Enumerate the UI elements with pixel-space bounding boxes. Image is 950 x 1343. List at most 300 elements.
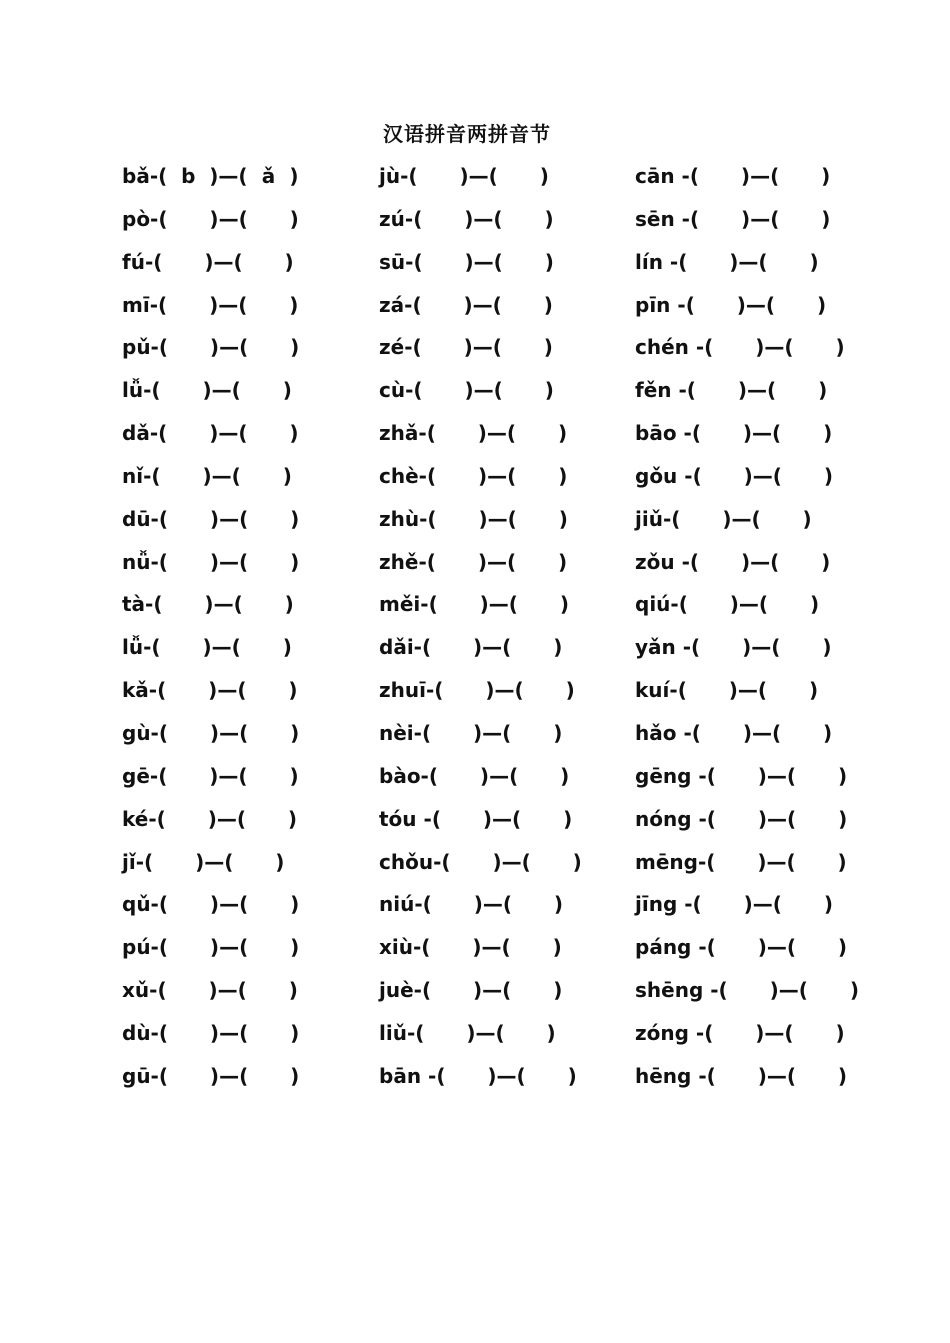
syllable-label: shēng -	[635, 978, 719, 1003]
exercise-item	[635, 718, 885, 748]
open-paren: (	[436, 1063, 453, 1088]
syllable-label: mēng-	[635, 849, 707, 874]
exercise-item	[379, 589, 629, 619]
exercise-row	[0, 1055, 950, 1098]
close-paren: )	[814, 206, 831, 231]
dash-separator: )—(	[736, 463, 789, 488]
open-paren: (	[157, 678, 174, 703]
open-paren: (	[158, 1020, 175, 1045]
close-paren: )	[803, 592, 820, 617]
exercise-item	[635, 375, 885, 405]
open-paren: (	[158, 935, 175, 960]
exercise-item	[379, 847, 629, 877]
exercise-row	[0, 412, 950, 455]
exercise-item	[379, 547, 629, 577]
syllable-label: lǚ-	[122, 635, 152, 660]
open-paren: (	[428, 592, 445, 617]
syllable-label: chè-	[379, 463, 427, 488]
exercise-row	[0, 583, 950, 626]
syllable-label: zóng -	[635, 1020, 705, 1045]
syllable-label: gē-	[122, 763, 159, 788]
exercise-row	[0, 755, 950, 798]
dash-separator: )—(	[471, 506, 524, 531]
syllable-label: gǒu -	[635, 463, 693, 488]
close-paren: )	[546, 978, 563, 1003]
dash-separator: )—(	[750, 1063, 803, 1088]
syllable-label: jiǔ-	[635, 506, 672, 531]
syllable-label: bān -	[379, 1063, 437, 1088]
exercise-row	[0, 498, 950, 541]
dash-separator: )—(	[736, 892, 789, 917]
dash-separator: )—(	[465, 935, 518, 960]
syllable-label: hǎo -	[635, 720, 692, 745]
close-paren: )	[282, 292, 299, 317]
syllable-label: dǎi-	[379, 635, 422, 660]
open-paren: (	[413, 378, 430, 403]
dash-separator: )—(	[471, 463, 524, 488]
dash-separator: )—(	[202, 892, 256, 917]
close-paren: )	[281, 978, 298, 1003]
dash-separator: )—(	[722, 592, 776, 617]
open-paren: (	[692, 463, 709, 488]
exercise-item	[379, 504, 629, 534]
exercise-item	[122, 332, 372, 362]
close-paren: )	[536, 335, 553, 360]
dash-separator: )—(	[734, 206, 787, 231]
syllable-label: zhù-	[379, 506, 428, 531]
syllable-label: bào-	[379, 763, 429, 788]
syllable-label: zhuī-	[379, 678, 435, 703]
exercise-item	[122, 247, 372, 277]
syllable-label: liǔ-	[379, 1020, 416, 1045]
dash-separator: )—(	[470, 421, 524, 446]
dash-separator: )—(	[715, 506, 768, 531]
dash-separator: )—(	[750, 806, 804, 831]
exercise-item	[122, 547, 372, 577]
dash-separator: )—(	[735, 421, 789, 446]
syllable-label: xiù-	[379, 935, 422, 960]
page-title: 汉语拼音两拼音节	[383, 122, 551, 146]
open-paren: (	[153, 249, 170, 274]
close-paren: )	[283, 335, 300, 360]
exercise-item	[122, 461, 372, 491]
syllable-label: pú-	[122, 935, 159, 960]
syllable-label: dù-	[122, 1020, 159, 1045]
exercise-item	[122, 204, 372, 234]
exercise-item	[635, 547, 885, 577]
syllable-label: dǎ-	[122, 421, 159, 446]
open-paren: (	[718, 978, 735, 1003]
exercise-item	[122, 761, 372, 791]
close-paren: )	[546, 635, 563, 660]
exercise-item	[635, 804, 885, 834]
dash-separator: )—(	[472, 592, 525, 617]
open-paren: (	[706, 806, 723, 831]
dash-separator: )—(	[457, 378, 510, 403]
dash-separator: )—(	[475, 806, 529, 831]
syllable-label: chǒu-	[379, 849, 442, 874]
exercise-item	[635, 418, 885, 448]
dash-separator: )—(	[466, 720, 519, 745]
exercise-item	[122, 718, 372, 748]
exercise-item	[122, 932, 372, 962]
dash-separator: )—(	[459, 1020, 512, 1045]
exercise-item	[122, 290, 372, 320]
syllable-label: nóng -	[635, 806, 707, 831]
exercise-row	[0, 712, 950, 755]
open-paren: (	[689, 206, 707, 231]
exercise-item	[122, 847, 372, 877]
exercise-item	[379, 761, 629, 791]
exercise-item	[379, 804, 629, 834]
open-paren: (	[704, 335, 721, 360]
open-paren: (	[426, 549, 443, 574]
open-paren: (	[426, 421, 443, 446]
close-paren: )	[537, 206, 554, 231]
exercise-row	[0, 241, 950, 284]
open-paren: (	[428, 763, 445, 788]
close-paren: )	[546, 720, 563, 745]
exercise-item	[122, 1018, 372, 1048]
close-paren: )	[536, 292, 553, 317]
dash-separator: )—(	[735, 720, 789, 745]
exercise-row	[0, 326, 950, 369]
exercise-item	[635, 247, 885, 277]
syllable-label: kuí-	[635, 678, 678, 703]
open-paren: (	[151, 378, 168, 403]
exercise-item	[379, 161, 629, 191]
dash-separator: )—(	[472, 763, 526, 788]
dash-separator: )—(	[466, 892, 519, 917]
close-paren: )	[553, 763, 570, 788]
dash-separator: )—(	[480, 1063, 533, 1088]
syllable-label: sēn -	[635, 206, 690, 231]
close-paren: )	[828, 1020, 845, 1045]
close-paren: )	[282, 421, 299, 446]
exercise-item	[635, 461, 885, 491]
open-paren: (	[158, 763, 175, 788]
final-answer-blank[interactable]: ǎ	[261, 164, 276, 188]
syllable-label: zú-	[379, 206, 414, 231]
open-paren: (	[158, 720, 175, 745]
exercise-item	[379, 889, 629, 919]
dash-separator: )—(	[202, 506, 256, 531]
close-paren: )	[551, 421, 568, 446]
close-paren: )	[828, 335, 845, 360]
exercise-row	[0, 455, 950, 498]
close-paren: )	[268, 849, 285, 874]
open-paren: (	[678, 249, 695, 274]
close-paren: )	[277, 249, 294, 274]
exercise-item	[379, 932, 629, 962]
dash-separator: )—(	[457, 206, 510, 231]
exercise-item	[635, 847, 885, 877]
dash-separator: )—(	[478, 678, 531, 703]
dash-separator: )—(	[730, 378, 784, 403]
close-paren: )	[558, 678, 575, 703]
syllable-label: bāo -	[635, 421, 692, 446]
syllable-label: zá-	[379, 292, 413, 317]
syllable-label: měi-	[379, 592, 429, 617]
open-paren: (	[158, 506, 175, 531]
close-paren: )	[280, 806, 298, 831]
dash-separator: )—(	[735, 635, 788, 660]
close-paren: )	[275, 378, 292, 403]
close-paren: )	[282, 763, 299, 788]
exercise-item	[635, 1061, 885, 1091]
syllable-label: jīng -	[635, 892, 693, 917]
dash-separator: )—(	[748, 335, 801, 360]
pinyin-exercise-grid	[0, 155, 950, 1098]
open-paren: (	[689, 164, 706, 188]
close-paren: )	[552, 592, 569, 617]
exercise-row	[0, 541, 950, 584]
syllable-label: fú-	[122, 249, 154, 274]
exercise-item	[379, 204, 629, 234]
syllable-label: zǒu -	[635, 549, 690, 574]
dash-separator: )—(	[200, 806, 253, 831]
exercise-item	[122, 418, 372, 448]
open-paren: (	[412, 335, 429, 360]
open-paren: (	[704, 1020, 721, 1045]
exercise-row	[0, 1012, 950, 1055]
exercise-item	[122, 975, 372, 1005]
syllable-label: yǎn -	[635, 635, 692, 660]
close-paren: )	[537, 249, 554, 274]
close-paren: )	[810, 292, 827, 317]
open-paren: (	[692, 892, 709, 917]
open-paren: (	[441, 849, 458, 874]
exercise-item	[379, 1018, 629, 1048]
open-paren: (	[678, 592, 695, 617]
close-paren: )	[814, 164, 831, 188]
dash-separator: )—(	[202, 421, 255, 446]
dash-separator: )—(	[201, 678, 254, 703]
dash-separator: )—(	[202, 335, 256, 360]
close-paren: )	[830, 849, 847, 874]
exercise-row	[0, 883, 950, 926]
syllable-label: gēng -	[635, 763, 707, 788]
close-paren: )	[546, 892, 564, 917]
syllable-label: tà-	[122, 592, 154, 617]
dash-separator: )—(	[466, 635, 519, 660]
exercise-item	[635, 632, 885, 662]
syllable-label: jǐ-	[122, 849, 145, 874]
open-paren: (	[706, 763, 723, 788]
close-paren: )	[802, 249, 819, 274]
open-paren: (	[413, 249, 430, 274]
open-paren: (	[421, 720, 439, 745]
exercise-item	[379, 375, 629, 405]
open-paren: (	[413, 206, 430, 231]
syllable-label: nèi-	[379, 720, 422, 745]
exercise-item	[635, 589, 885, 619]
open-paren: (	[415, 1020, 432, 1045]
open-paren: (	[144, 849, 161, 874]
close-paren: )	[551, 506, 568, 531]
exercise-item	[635, 1018, 885, 1048]
close-paren: )	[283, 506, 300, 531]
syllable-label: zé-	[379, 335, 413, 360]
exercise-item	[379, 290, 629, 320]
close-paren: )	[560, 1063, 577, 1088]
open-paren: (	[156, 806, 173, 831]
exercise-row	[0, 969, 950, 1012]
open-paren: (	[158, 292, 175, 317]
syllable-label: gū-	[122, 1063, 159, 1088]
syllable-label: pǔ-	[122, 335, 159, 360]
syllable-label: sū-	[379, 249, 414, 274]
open-paren: (	[686, 378, 703, 403]
exercise-item	[635, 161, 885, 191]
dash-separator: )—(	[195, 635, 248, 660]
exercise-item	[122, 632, 372, 662]
syllable-label: ké-	[122, 806, 157, 831]
exercise-item	[635, 504, 885, 534]
dash-separator: )—(	[202, 206, 255, 231]
dash-separator: )—(	[750, 935, 803, 960]
syllable-label: cù-	[379, 378, 414, 403]
syllable-label: mī-	[122, 292, 158, 317]
close-paren: )	[551, 549, 568, 574]
close-paren: )	[816, 720, 833, 745]
open-paren: (	[158, 549, 175, 574]
close-paren: )	[814, 549, 831, 574]
dash-separator: )—(	[485, 849, 538, 874]
dash-separator: )—(	[750, 763, 804, 788]
close-paren: )	[551, 463, 568, 488]
open-paren: (	[691, 635, 708, 660]
exercise-item	[122, 804, 372, 834]
close-paren: )	[275, 635, 292, 660]
syllable-label: gù-	[122, 720, 159, 745]
exercise-row	[0, 798, 950, 841]
dash-separator: )—(	[733, 164, 787, 188]
syllable-label: xǔ-	[122, 978, 158, 1003]
open-paren: (	[422, 892, 439, 917]
open-paren: (	[671, 506, 688, 531]
dash-separator: )—(	[466, 978, 519, 1003]
close-paren: )	[831, 806, 848, 831]
syllable-label: nǚ-	[122, 549, 159, 574]
exercise-row	[0, 198, 950, 241]
open-paren: (	[677, 678, 694, 703]
close-paren: )	[815, 635, 832, 660]
syllable-label: nǐ-	[122, 463, 152, 488]
close-paren: )	[539, 1020, 556, 1045]
dash-separator: )—(	[202, 549, 256, 574]
dash-separator: )—(	[202, 1020, 256, 1045]
exercise-row	[0, 284, 950, 327]
exercise-item	[379, 975, 629, 1005]
dash-separator: )—(	[456, 335, 509, 360]
open-paren: (	[158, 164, 175, 188]
syllable-label: páng -	[635, 935, 707, 960]
close-paren: )	[282, 164, 299, 188]
exercise-item	[122, 589, 372, 619]
syllable-label: bǎ-	[122, 164, 159, 188]
dash-separator: )—(	[195, 378, 248, 403]
syllable-label: lǚ-	[122, 378, 152, 403]
initial-answer-blank[interactable]: b	[181, 164, 196, 188]
open-paren: (	[689, 549, 706, 574]
close-paren: )	[281, 678, 298, 703]
exercise-item	[635, 761, 885, 791]
close-paren: )	[816, 892, 833, 917]
close-paren: )	[277, 592, 294, 617]
exercise-item	[122, 375, 372, 405]
open-paren: (	[153, 592, 170, 617]
dash-separator: )—(	[750, 849, 803, 874]
syllable-label: juè-	[379, 978, 422, 1003]
syllable-label: hēng -	[635, 1063, 707, 1088]
close-paren: )	[811, 378, 828, 403]
dash-separator: )—(	[197, 592, 250, 617]
exercise-item	[379, 632, 629, 662]
syllable-label: pīn -	[635, 292, 686, 317]
syllable-label: qǔ-	[122, 892, 159, 917]
close-paren: )	[816, 421, 833, 446]
close-paren: )	[831, 763, 848, 788]
close-paren: )	[283, 1020, 300, 1045]
exercise-row	[0, 926, 950, 969]
close-paren: )	[802, 678, 819, 703]
dash-separator: )—(	[456, 292, 509, 317]
close-paren: )	[283, 892, 300, 917]
exercise-item	[379, 461, 629, 491]
dash-separator: )—(	[202, 763, 255, 788]
syllable-label: lín -	[635, 249, 679, 274]
open-paren: (	[158, 892, 175, 917]
exercise-item	[635, 204, 885, 234]
open-paren: (	[151, 463, 168, 488]
close-paren: )	[532, 164, 549, 188]
dash-separator: )—(	[195, 463, 248, 488]
dash-separator: )—(	[202, 935, 256, 960]
dash-separator: )—(	[734, 549, 787, 574]
close-paren: )	[842, 978, 859, 1003]
exercise-item	[379, 675, 629, 705]
open-paren: (	[421, 635, 439, 660]
dash-separator: )—(	[201, 978, 254, 1003]
close-paren: )	[830, 1063, 848, 1088]
exercise-item	[379, 418, 629, 448]
close-paren: )	[830, 935, 848, 960]
exercise-item	[635, 932, 885, 962]
open-paren: (	[158, 1063, 175, 1088]
syllable-label: dū-	[122, 506, 159, 531]
dash-separator: )—(	[202, 292, 255, 317]
open-paren: (	[158, 206, 175, 231]
syllable-label: fěn -	[635, 378, 687, 403]
close-paren: )	[545, 935, 562, 960]
syllable-label: chén -	[635, 335, 705, 360]
dash-separator: )—(	[721, 678, 775, 703]
exercise-item	[122, 161, 372, 191]
dash-separator: )—(	[202, 720, 256, 745]
syllable-label: zhě-	[379, 549, 427, 574]
close-paren: )	[282, 206, 299, 231]
exercise-item	[122, 675, 372, 705]
open-paren: (	[158, 335, 175, 360]
exercise-row	[0, 841, 950, 884]
exercise-row	[0, 669, 950, 712]
open-paren: (	[706, 849, 723, 874]
exercise-item	[635, 675, 885, 705]
open-paren: (	[691, 421, 708, 446]
close-paren: )	[816, 463, 833, 488]
open-paren: (	[158, 421, 175, 446]
